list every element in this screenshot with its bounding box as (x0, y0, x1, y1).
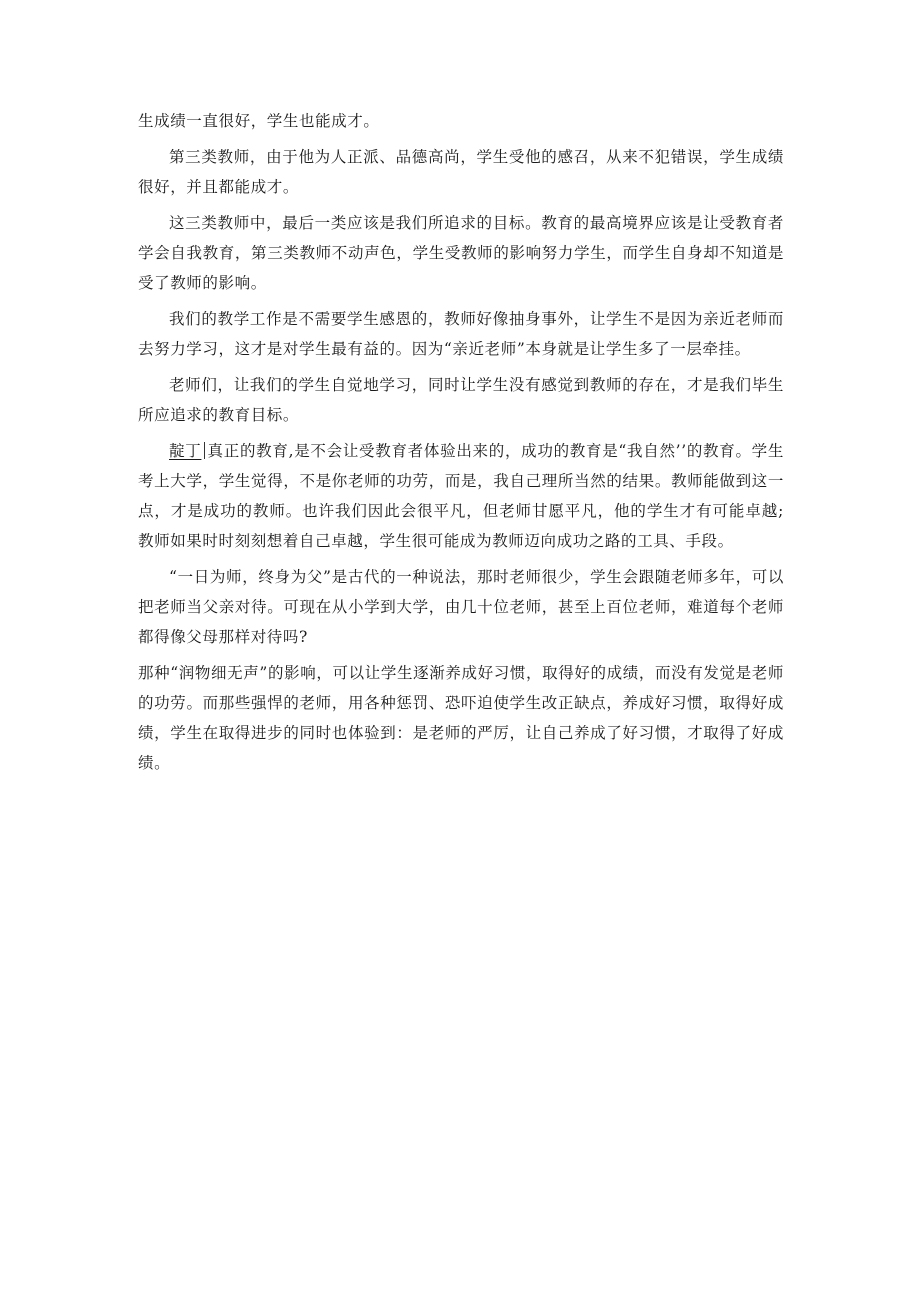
paragraph-4: 我们的教学工作是不需要学生感恩的，教师好像抽身事外，让学生不是因为亲近老师而去努力学习，这才是对学生最有益的。因为“亲近老师”本身就是让学生多了一层牵挂。 (138, 310, 784, 358)
paragraph-1: 生成绩一直很好，学生也能成才。 (138, 112, 380, 130)
text-cursor-bar (204, 442, 205, 459)
paragraph-7: “一日为师，终身为父”是古代的一种说法，那时老师很少，学生会跟随老师多年，可以把老师当父亲对待。可现在从小学到大学，由几十位老师，甚至上百位老师，难道每个老师都得像父母那样对待吗? (138, 568, 784, 646)
paragraph-6-text: 真正的教育,是不会让受教育者体验出来的，成功的教育是“我自然’’的教育。学生考上大学，学生觉得，不是你老师的功劳，而是，我自己理所当然的结果。教师能做到这一点，才是成功的教师。也许我们因此会很平凡，但老师甘愿平凡，他的学生才有可能卓越;教师如果时时刻刻想着自己卓越，学生很可能成为教师迈向成功之路的工具、手段。 (138, 442, 784, 550)
paragraph-marker: 靛丁 (169, 442, 202, 460)
document-body (138, 106, 784, 778)
paragraph-3: 这三类教师中，最后一类应该是我们所追求的目标。教育的最高境界应该是让受教育者学会自我教育，第三类教师不动声色，学生受教师的影响努力学生，而学生自身却不知道是受了教师的影响。 (138, 214, 784, 292)
paragraph-2: 第三类教师，由于他为人正派、品德高尚，学生受他的感召，从来不犯错误，学生成绩很好，并且都能成才。 (138, 148, 784, 196)
paragraph-6 (138, 436, 784, 556)
paragraph-8: 那种“润物细无声”的影响，可以让学生逐渐养成好习惯，取得好的成绩，而没有发觉是老师的功劳。而那些强悍的老师，用各种惩罚、恐吓迫使学生改正缺点，养成好习惯，取得好成绩，学生在取得进步的同时也体验到：是老师的严厉，让自己养成了好习惯，才取得了好成绩。 (138, 664, 784, 772)
paragraph-5: 老师们，让我们的学生自觉地学习，同时让学生没有感觉到教师的存在，才是我们毕生所应追求的教育目标。 (138, 376, 784, 424)
